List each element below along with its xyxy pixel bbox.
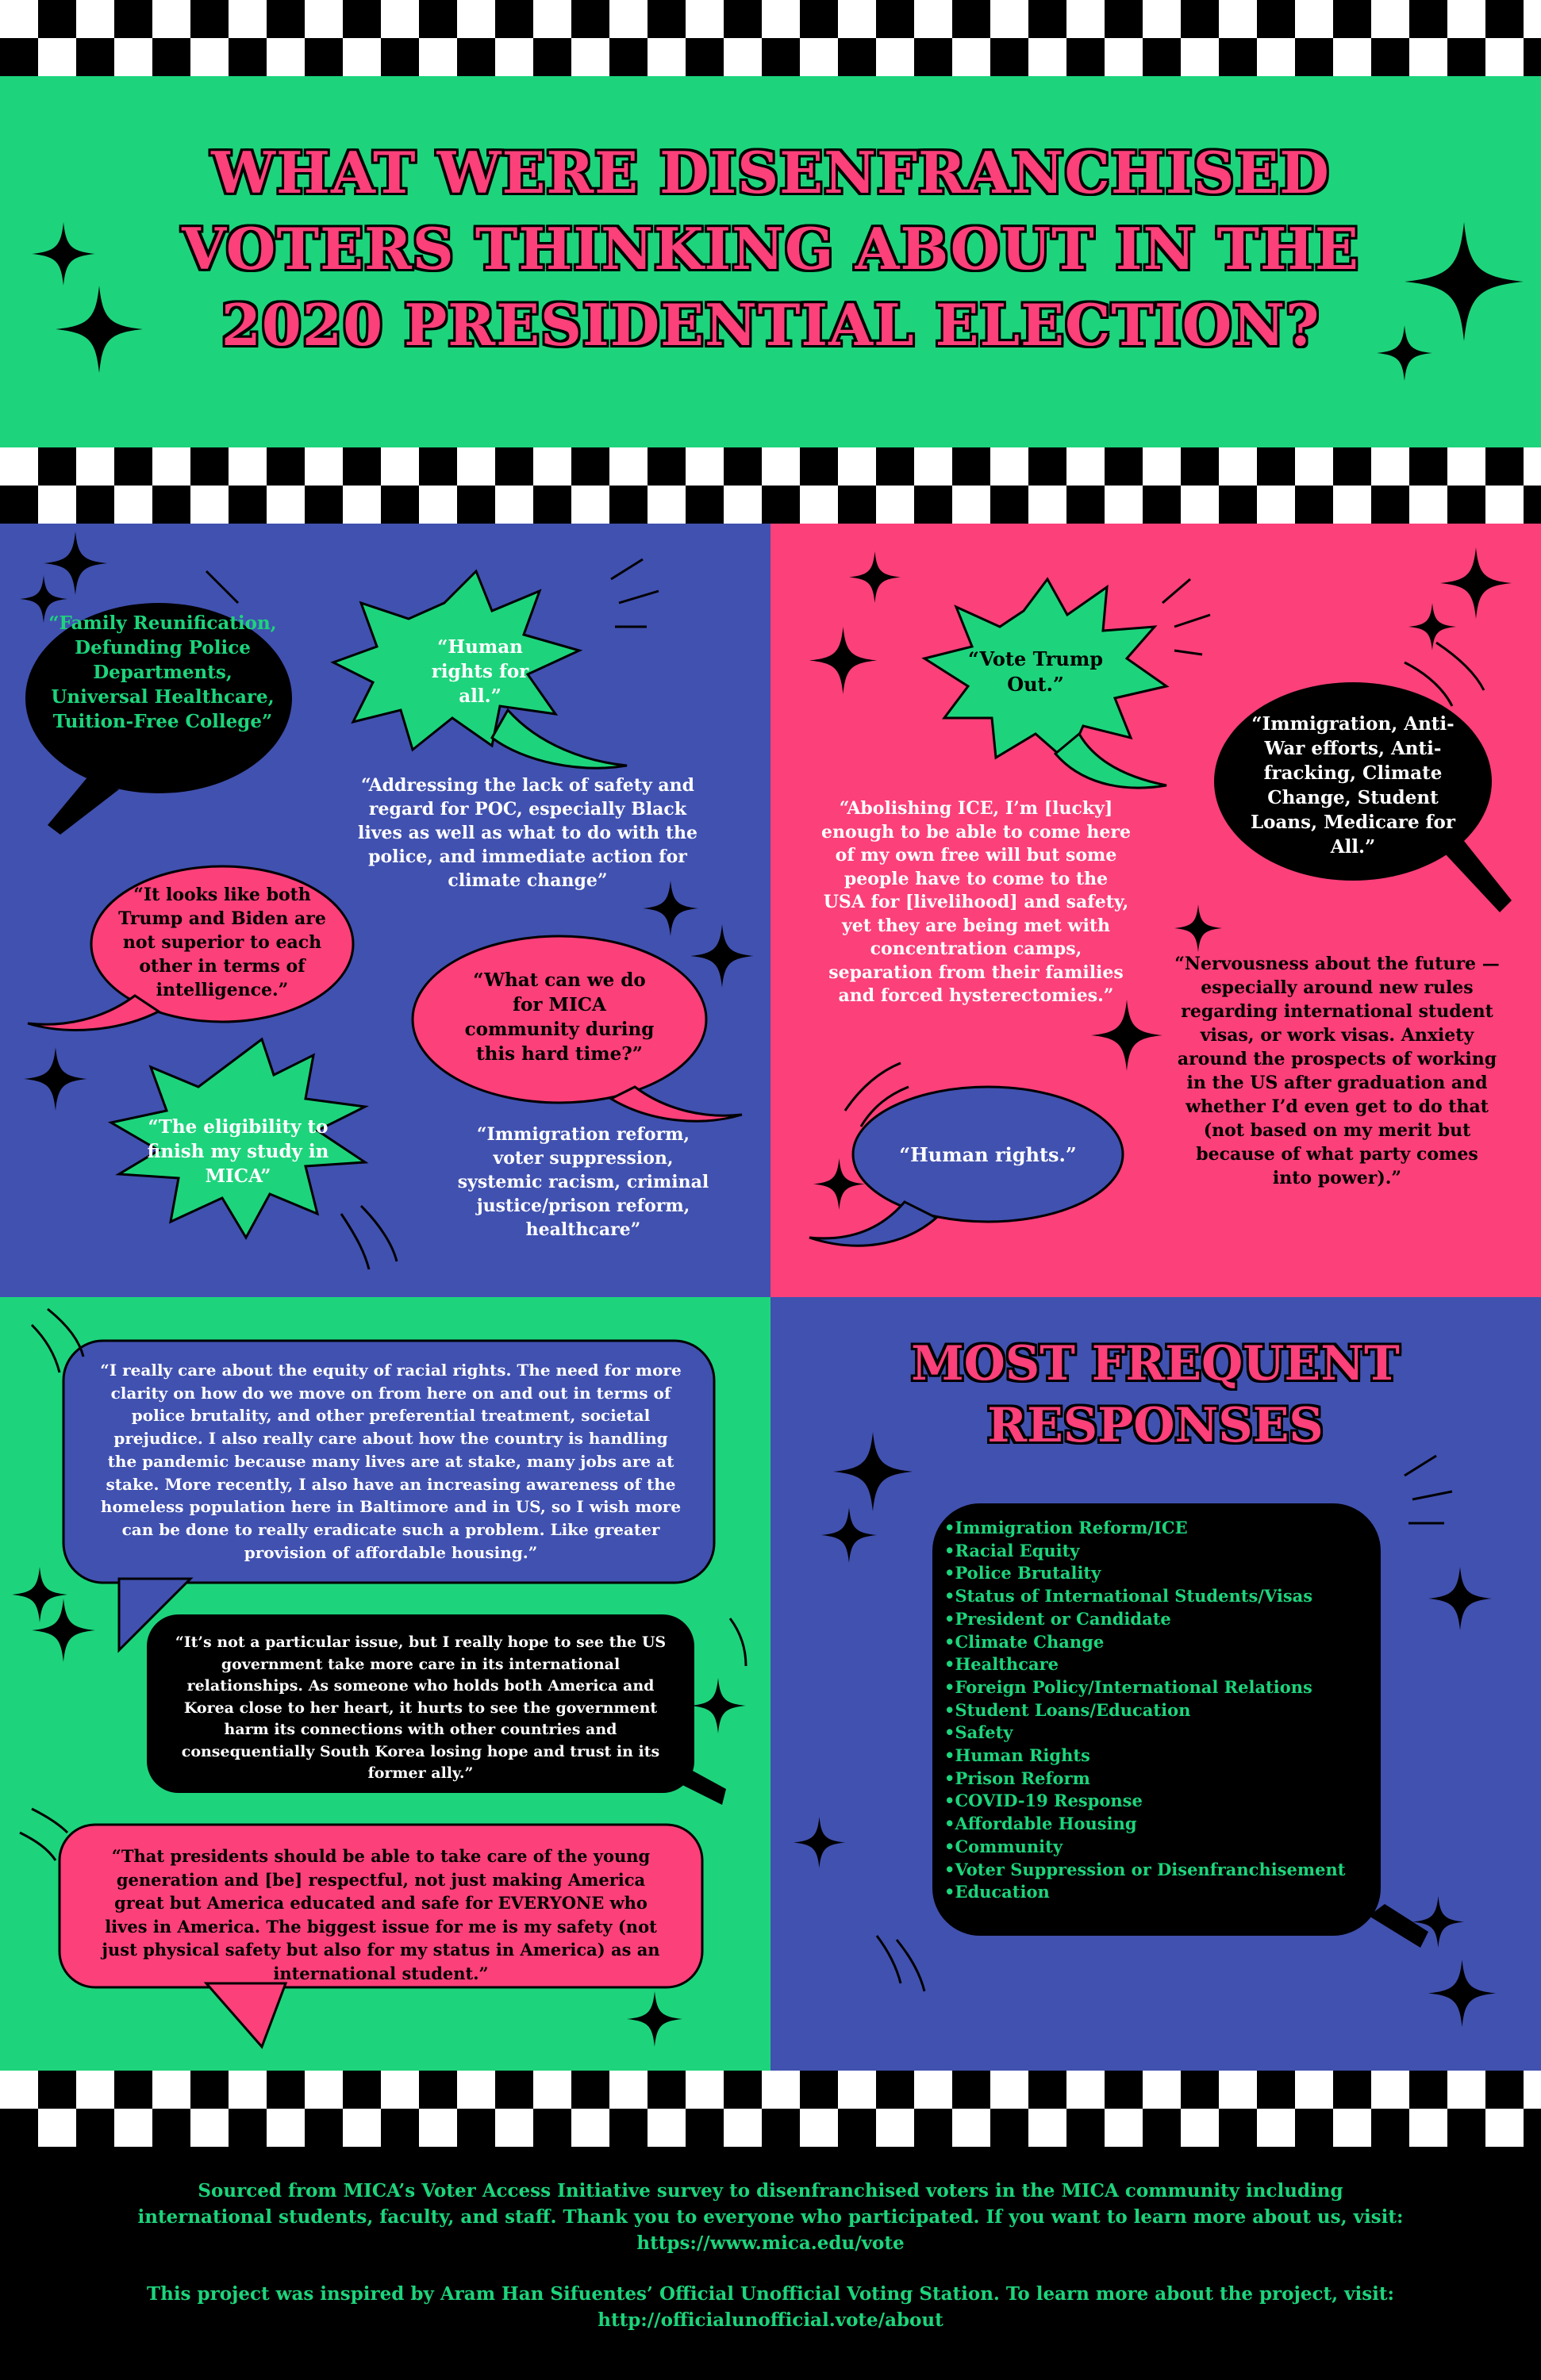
bubble-tail <box>206 1983 286 2047</box>
title-line: VOTERS THINKING ABOUT IN THE <box>182 215 1359 282</box>
list-item: • Foreign Policy/International Relations <box>944 1676 1345 1699</box>
list-item: • Climate Change <box>944 1631 1345 1654</box>
footer-line: Sourced from MICA’s Voter Access Initiative survey to disenfranchised voters in the MICA community including <box>198 2180 1343 2202</box>
quote-trump-biden: “It looks like both Trump and Biden are not superior to each other in terms of intelligence.” <box>118 885 326 1000</box>
sparkle-icon <box>1091 1000 1162 1071</box>
sparkle-icon <box>24 1047 87 1111</box>
list-item: • Safety <box>944 1722 1345 1745</box>
title-line: WHAT WERE DISENFRANCHISED <box>211 139 1330 206</box>
frequent-responses-list <box>944 1517 1345 1904</box>
list-item: • Education <box>944 1881 1345 1904</box>
sparkle-icon <box>627 1991 682 2047</box>
list-item: • COVID-19 Response <box>944 1790 1345 1813</box>
quote-nervousness: “Nervousness about the future — especially around new rules regarding international student visas, or work visas. Anxiety around the prospects of working in the US after graduation and whether I’d even get to do that (not based on my merit but because of what party comes into power).” <box>1174 954 1500 1188</box>
list-item: • Healthcare <box>944 1653 1345 1676</box>
list-item: • Affordable Housing <box>944 1813 1345 1836</box>
sparkle-icon <box>44 532 107 595</box>
list-item: • Police Brutality <box>944 1562 1345 1585</box>
frequent-responses-heading <box>794 1333 1517 1457</box>
list-item: • President or Candidate <box>944 1608 1345 1631</box>
sparkle-icon <box>12 1567 67 1622</box>
footer-source <box>48 2178 1493 2256</box>
list-item: • Prison Reform <box>944 1768 1345 1791</box>
sparkle-icon <box>809 627 877 694</box>
list-item: • Student Loans/Education <box>944 1699 1345 1722</box>
bubble-tail <box>1369 1904 1428 1948</box>
footer-link-about[interactable]: http://officialunofficial.vote/about <box>598 2309 943 2331</box>
sparkle-icon <box>690 1678 746 1733</box>
quote-addressing: “Addressing the lack of safety and regard for POC, especially Black lives as well as what to do with the police, and immediate action for climate change” <box>358 775 697 891</box>
sparkle-icon <box>1428 1960 1496 2027</box>
bubble-tail <box>1055 734 1166 788</box>
footer-link-vote[interactable]: https://www.mica.edu/vote <box>636 2232 905 2254</box>
footer-inspiration <box>48 2281 1493 2333</box>
quote-family: “Family Reunification, Defunding Police Departments, Universal Healthcare, Tuition-Free College” <box>48 612 277 732</box>
quote-equity: “I really care about the equity of racial rights. The need for more clarity on how do we move on from here on and out in terms of police brutality, and other preferential treatment, societal prejudice. I also really care about how the country is handling the pandemic because many lives are at stake, many jobs are at stake. More recently, I also have an increasing awareness of the homeless population here in Baltimore and in US, so I wish more can be done to really eradicate such a problem. Like greater provision of affordable housing.” <box>100 1361 682 1562</box>
quote-presidents: “That presidents should be able to take care of the young generation and [be] respectful, not just making America great but America educated and safe for EVERYONE who lives in America. The biggest issue for me is my safety (not just physical safety but also for my status in America) as an international student.” <box>102 1846 660 1983</box>
quote-eligibility: “The eligibility to finish my study in MICA” <box>147 1116 329 1187</box>
sparkle-icon <box>794 1817 845 1868</box>
list-item: • Status of International Students/Visas <box>944 1585 1345 1608</box>
bubble-tail <box>611 1087 742 1121</box>
list-item: • Human Rights <box>944 1745 1345 1768</box>
bubble-tail <box>492 710 627 768</box>
title-line: 2020 PRESIDENTIAL ELECTION? <box>221 291 1320 359</box>
quote-korea: “It’s not a particular issue, but I really hope to see the US government take more care in its international relationships. As someone who holds both America and Korea close to her heart, it hurts to see the government harm its connections with other countries and consequentially South Korea losing hope and trust in its former ally.” <box>175 1633 667 1782</box>
quote-vote-trump-out: “Vote Trump Out.” <box>968 647 1103 696</box>
list-item: • Community <box>944 1836 1345 1859</box>
sparkle-icon <box>1440 547 1512 619</box>
sparkle-icon <box>821 1507 877 1563</box>
quote-immigration-reform: “Immigration reform, voter suppression, systemic racism, criminal justice/prison reform, healthcare” <box>457 1124 709 1240</box>
footer-line: This project was inspired by Aram Han Sifuentes’ Official Unofficial Voting Station. To learn more about the project, visit: <box>146 2283 1395 2305</box>
quote-abolishing-ice: “Abolishing ICE, I’m [lucky] enough to be able to come here of my own free will but some people have to come to the USA for [livelihood] and safety, yet they are being met with concentration camps, separation from their families and forced hysterectomies.” <box>821 798 1131 1006</box>
footer-line: international students, faculty, and staff. Thank you to everyone who participated. If you want to learn more about us, visit: <box>137 2206 1404 2228</box>
list-item: • Racial Equity <box>944 1540 1345 1563</box>
sparkle-icon <box>849 551 901 603</box>
sparkle-icon <box>1408 603 1456 651</box>
heading-line: RESPONSES <box>987 1398 1324 1453</box>
list-item: • Voter Suppression or Disenfranchisement <box>944 1859 1345 1882</box>
sparkle-icon <box>1174 904 1222 952</box>
quote-human-rights-all: “Human rights for all.” <box>431 636 529 707</box>
bubble-tail <box>809 1202 936 1246</box>
page-title <box>95 135 1446 363</box>
sparkle-icon <box>32 222 95 286</box>
quote-human-rights: “Human rights.” <box>899 1143 1077 1166</box>
sparkle-icon <box>1428 1567 1492 1630</box>
heading-line: MOST FREQUENT <box>911 1336 1400 1392</box>
bubble-tail <box>48 777 119 835</box>
quote-mica-community: “What can we do for MICA community during this hard time?” <box>464 969 655 1065</box>
list-item: • Immigration Reform/ICE <box>944 1517 1345 1540</box>
quote-immigration-antiwar: “Immigration, Anti-War efforts, Anti-fracking, Climate Change, Student Loans, Medicare for All.” <box>1250 713 1456 858</box>
sparkle-icon <box>690 924 754 988</box>
